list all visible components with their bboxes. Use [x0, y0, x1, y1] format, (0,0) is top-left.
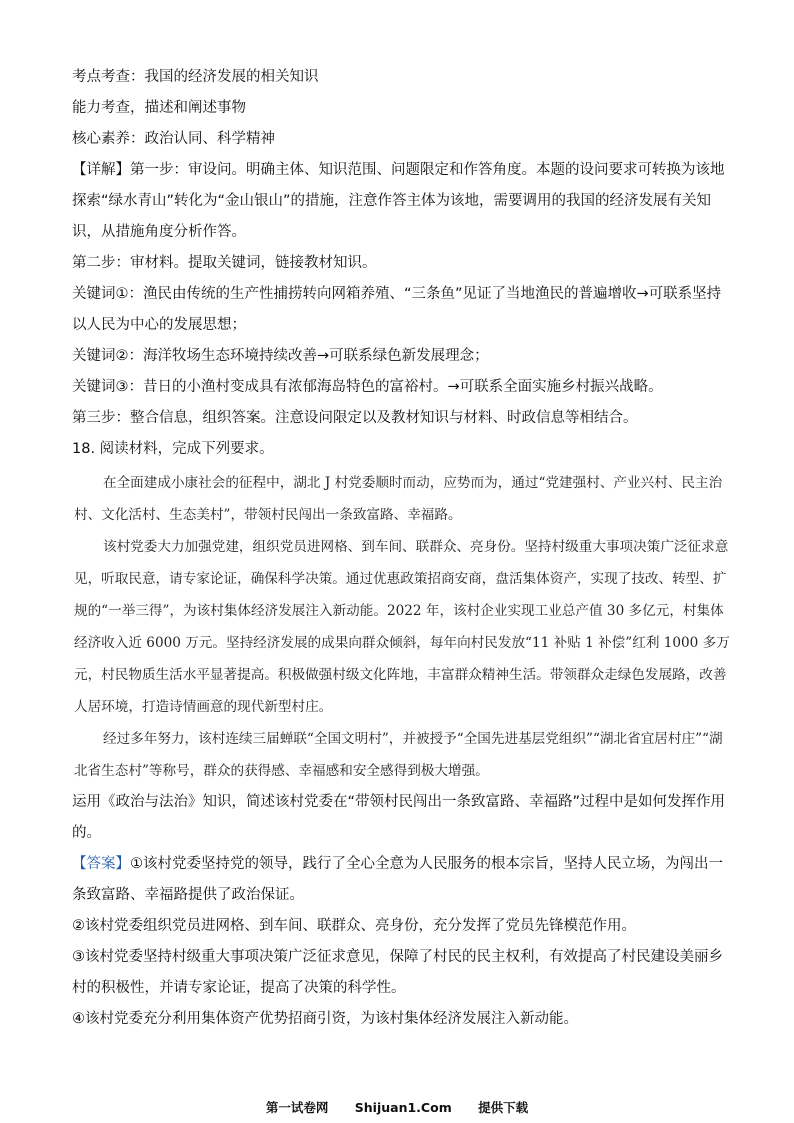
answer-three: ③该村党委坚持村级重大事项决策广泛征求意见，保障了村民的民主权利，有效提高了村民建设美丽乡村的积极性，并请专家论证，提高了决策的科学性。 — [72, 949, 723, 996]
detail-tag: 【详解】 — [72, 162, 130, 178]
footer-provide: 提供下载 — [478, 1100, 529, 1115]
step-two: 第二步：审材料。提取关键词，链接教材知识。 — [72, 255, 377, 271]
keyword-three: 关键词③：昔日的小渔村变成具有浓郁海岛特色的富裕村。→可联系全面实施乡村振兴战略。 — [72, 379, 663, 395]
footer-site-name: 第一试卷网 — [265, 1100, 329, 1115]
material-paragraph-1: 在全面建成小康社会的征程中，湖北 J 村党委顺时而动，应势而为，通过“党建强村、产业兴村、民主治村、文化活村、生态美村”，带领村民闯出一条致富路、幸福路。 — [74, 475, 723, 523]
material-paragraph-3: 经过多年努力，该村连续三届蝉联“全国文明村”，并被授予“全国先进基层党组织”“湖北省宜居村庄”“湖北省生态村”等称号，群众的获得感、幸福感和安全感得到极大增强。 — [74, 731, 723, 779]
answer-tag: 【答案】 — [72, 856, 130, 872]
question-prompt: 运用《政治与法治》知识，简述该村党委在“带领村民闯出一条致富路、幸福路”过程中是如何发挥作用的。 — [72, 794, 726, 841]
material-paragraph-2: 该村党委大力加强党建，组织党员进网格、到车间、联群众、亮身份。坚持村级重大事项决策广泛征求意见，听取民意，请专家论证，确保科学决策。通过优惠政策招商安商，盘活集体资产，实现了技改、转型、扩规的“一举三得”，为该村集体经济发展注入新动能。2022 年，该村企业实现工业总产值 30 多亿元，村集体经济收入近 6000 万元。坚持经济发展的成果向群众倾斜，每年向村民发放“11 补贴 1 补偿”红利 1000 多万元，村民物质生活水平显著提高。积极做强村级文化阵地，丰富群众精神生活。带领群众走绿色发展路，改善人居环境，打造诗情画意的现代新型村庄。 — [74, 539, 730, 715]
keyword-two: 关键词②：海洋牧场生态环境持续改善→可联系绿色新发展理念； — [72, 348, 489, 364]
detail-text: 第一步：审设问。明确主体、知识范围、问题限定和作答角度。本题的设问要求可转换为该地探索“绿水青山”转化为“金山银山”的措施，注意作答主体为该地，需要调用的我国的经济发展有关知识，从措施角度分析作答。 — [72, 162, 725, 240]
detail-paragraph — [72, 155, 732, 248]
page-footer — [0, 1098, 794, 1116]
core-literacy: 核心素养：政治认同、科学精神 — [72, 131, 275, 147]
footer-site-url: Shijuan1.Com — [354, 1100, 452, 1115]
question-heading: 18. 阅读材料，完成下列要求。 — [72, 441, 274, 457]
step-three: 第三步：整合信息，组织答案。注意设问限定以及教材知识与材料、时政信息等相结合。 — [72, 410, 638, 426]
answer-one-text: ①该村党委坚持党的领导，践行了全心全意为人民服务的根本宗旨，坚持人民立场，为闯出一条致富路、幸福路提供了政治保证。 — [72, 856, 723, 903]
exam-point: 考点考查：我国的经济发展的相关知识 — [72, 69, 319, 85]
answer-four: ④该村党委充分利用集体资产优势招商引资，为该村集体经济发展注入新动能。 — [72, 1011, 578, 1027]
keyword-one: 关键词①：渔民由传统的生产性捕捞转向网箱养殖、“三条鱼”见证了当地渔民的普遍增收→可联系坚持以人民为中心的发展思想； — [72, 286, 722, 333]
answer-two: ②该村党委组织党员进网格、到车间、联群众、亮身份，充分发挥了党员先锋模范作用。 — [72, 918, 636, 934]
answer-one — [72, 849, 732, 911]
document-body — [72, 62, 732, 1035]
ability-point: 能力考查，描述和阐述事物 — [72, 100, 246, 116]
